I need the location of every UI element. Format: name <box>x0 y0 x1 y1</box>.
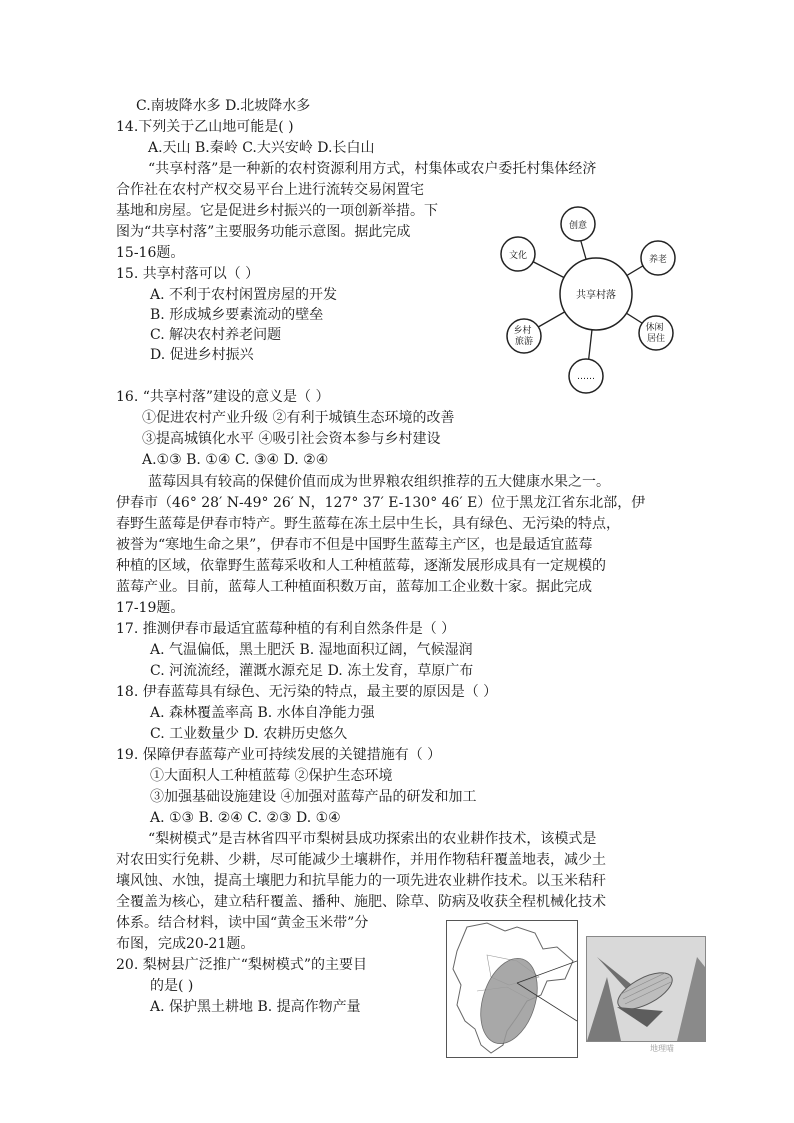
q15-option-d: D. 促进乡村振兴 <box>150 347 254 363</box>
passage-17-19-line4: 被誉为“寒地生命之果”，伊春市不但是中国野生蓝莓主产区，也是最适宜蓝莓 <box>116 537 593 553</box>
node-label-elderly-care: 养老 <box>648 255 668 265</box>
corn-belt-map <box>446 920 578 1058</box>
passage-17-19-line6: 蓝莓产业。目前，蓝莓人工种植面积数万亩，蓝莓加工企业数十家。据此完成 <box>116 579 592 595</box>
question-17: 17. 推测伊春市最适宜蓝莓种植的有利自然条件是（ ） <box>116 621 456 637</box>
node-label-rural-tourism: 乡村 旅游 <box>513 326 534 347</box>
passage-17-19-line5: 种植的区域，依靠野生蓝莓采收和人工种植蓝莓，逐渐发展形成具有一定规模的 <box>116 558 606 574</box>
question-15: 15. 共享村落可以（ ） <box>116 266 260 282</box>
passage-15-16-line5: 15-16题。 <box>116 245 185 261</box>
passage-20-21-line4: 全覆盖为核心，建立秸秆覆盖、播种、施肥、除草、防病及收获全程机械化技术 <box>116 894 606 910</box>
question-16: 16. “共享村落”建设的意义是（ ） <box>116 389 330 405</box>
passage-17-19-line1: 蓝莓因具有较高的保健价值而成为世界粮农组织推荐的五大健康水果之一。 <box>148 474 610 490</box>
passage-20-21-line6: 布图，完成20-21题。 <box>116 936 255 952</box>
q18-options-ab: A. 森林覆盖率高 B. 水体自净能力强 <box>150 705 375 721</box>
passage-15-16-line1: “共享村落”是一种新的农村资源利用方式，村集体或农户委托村集体经济 <box>148 161 597 177</box>
q16-items-34: ③提高城镇化水平 ④吸引社会资本参与乡村建设 <box>142 431 441 447</box>
q15-option-a: A. 不利于农村闲置房屋的开发 <box>150 287 338 303</box>
node-label-more: …… <box>577 372 595 382</box>
node-label-creative: 创意 <box>568 221 588 231</box>
question-19: 19. 保障伊春蓝莓产业可持续发展的关键措施有（ ） <box>116 747 442 763</box>
passage-15-16-line4: 图为“共享村落”主要服务功能示意图。据此完成 <box>116 224 411 240</box>
passage-15-16-line2: 合作社在农村产权交易平台上进行流转交易闲置宅 <box>116 182 424 198</box>
passage-20-21-line2: 对农田实行免耕、少耕，尽可能减少土壤耕作，并用作物秸秆覆盖地表，减少土 <box>116 852 606 868</box>
q19-options: A. ①③ B. ②④ C. ②③ D. ①④ <box>150 810 341 826</box>
q19-items-34: ③加强基础设施建设 ④加强对蓝莓产品的研发和加工 <box>150 789 477 805</box>
passage-20-21-line3: 壤风蚀、水蚀，提高土壤肥力和抗旱能力的一项先进农业耕作技术。以玉米秸秆 <box>116 873 606 889</box>
center-label: 共享村落 <box>576 290 616 301</box>
q20-options-ab: A. 保护黑土耕地 B. 提高作物产量 <box>150 999 361 1015</box>
q16-items-12: ①促进农村产业升级 ②有利于城镇生态环境的改善 <box>142 410 455 426</box>
question-20: 20. 梨树县广泛推广“梨树模式”的主要目 <box>116 957 368 973</box>
passage-17-19-line3: 春野生蓝莓是伊春市特产。野生蓝莓在冻土层中生长，具有绿色、无污染的特点， <box>116 516 620 532</box>
q17-options-cd: C. 河流流经，灌溉水源充足 D. 冻土发育，草原广布 <box>150 663 474 679</box>
question-20-cont: 的是( ) <box>150 978 194 994</box>
q18-options-cd: C. 工业数量少 D. 农耕历史悠久 <box>150 726 348 742</box>
q15-option-b: B. 形成城乡要素流动的壁垒 <box>150 307 324 323</box>
q16-options: A.①③ B. ①④ C. ③④ D. ②④ <box>142 452 329 468</box>
passage-17-19-line2: 伊春市（46° 28′ N-49° 26′ N，127° 37′ E-130° 46′ E）位于黑龙江省东北部，伊 <box>116 495 646 511</box>
passage-20-21-line5: 体系。结合材料，读中国“黄金玉米带”分 <box>116 915 369 931</box>
passage-20-21-line1: “梨树模式”是吉林省四平市梨树县成功探索出的农业耕作技术，该模式是 <box>148 831 597 847</box>
q15-option-c: C. 解决农村养老问题 <box>150 327 282 343</box>
passage-17-19-line7: 17-19题。 <box>116 600 185 616</box>
question-14: 14.下列关于乙山地可能是( ) <box>116 119 294 135</box>
node-label-culture: 文化 <box>508 251 528 261</box>
q19-items-12: ①大面积人工种植蓝莓 ②保护生态环境 <box>150 768 393 784</box>
node-circle <box>639 316 673 350</box>
node-circle <box>507 319 541 353</box>
node-label-leisure-living: 休闲 居住 <box>645 323 666 344</box>
shared-village-diagram <box>496 206 696 396</box>
corn-photo <box>586 936 706 1042</box>
question-18: 18. 伊春蓝莓具有绿色、无污染的特点，最主要的原因是（ ） <box>116 684 498 700</box>
q13-options-cd: C.南坡降水多 D.北坡降水多 <box>136 98 311 114</box>
q14-options: A.天山 B.秦岭 C.大兴安岭 D.长白山 <box>148 140 375 156</box>
passage-15-16-line3: 基地和房屋。它是促进乡村振兴的一项创新举措。下 <box>116 203 438 219</box>
watermark-label: 地理喵 <box>650 1044 674 1053</box>
q17-options-ab: A. 气温偏低，黑土肥沃 B. 湿地面积辽阔，气候湿润 <box>150 642 473 658</box>
